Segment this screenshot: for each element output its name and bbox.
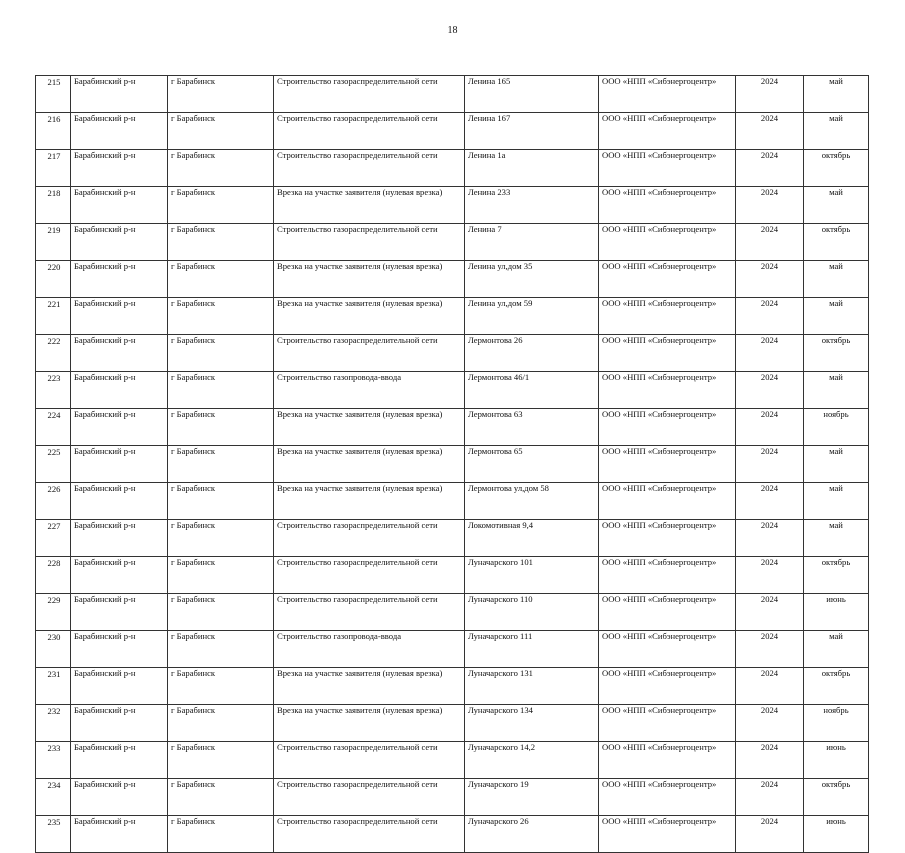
month-cell: май bbox=[804, 372, 869, 409]
table-row bbox=[36, 483, 869, 520]
address-cell: Луначарского 26 bbox=[465, 816, 599, 853]
work-type-cell: Строительство газораспределительной сети bbox=[274, 76, 465, 113]
contractor-cell: ООО «НПП «Сибэнергоцентр» bbox=[599, 409, 736, 446]
month-cell: октябрь bbox=[804, 335, 869, 372]
district-cell: Барабинский р-н bbox=[71, 335, 168, 372]
address-cell: Ленина 165 bbox=[465, 76, 599, 113]
year-cell: 2024 bbox=[736, 742, 804, 779]
locality-cell: г Барабинск bbox=[168, 483, 274, 520]
locality-cell: г Барабинск bbox=[168, 409, 274, 446]
contractor-cell: ООО «НПП «Сибэнергоцентр» bbox=[599, 150, 736, 187]
year-cell: 2024 bbox=[736, 261, 804, 298]
table-body bbox=[36, 76, 869, 853]
year-cell: 2024 bbox=[736, 335, 804, 372]
district-cell: Барабинский р-н bbox=[71, 372, 168, 409]
district-cell: Барабинский р-н bbox=[71, 150, 168, 187]
row-number-cell: 230 bbox=[36, 631, 71, 668]
table-row bbox=[36, 409, 869, 446]
row-number-cell: 223 bbox=[36, 372, 71, 409]
contractor-cell: ООО «НПП «Сибэнергоцентр» bbox=[599, 742, 736, 779]
year-cell: 2024 bbox=[736, 76, 804, 113]
locality-cell: г Барабинск bbox=[168, 557, 274, 594]
year-cell: 2024 bbox=[736, 150, 804, 187]
table-row bbox=[36, 224, 869, 261]
row-number-cell: 229 bbox=[36, 594, 71, 631]
year-cell: 2024 bbox=[736, 520, 804, 557]
contractor-cell: ООО «НПП «Сибэнергоцентр» bbox=[599, 113, 736, 150]
work-type-cell: Врезка на участке заявителя (нулевая врезка) bbox=[274, 298, 465, 335]
contractor-cell: ООО «НПП «Сибэнергоцентр» bbox=[599, 520, 736, 557]
month-cell: июнь bbox=[804, 742, 869, 779]
month-cell: ноябрь bbox=[804, 705, 869, 742]
district-cell: Барабинский р-н bbox=[71, 76, 168, 113]
address-cell: Ленина 7 bbox=[465, 224, 599, 261]
table-row bbox=[36, 446, 869, 483]
address-cell: Лермонтова 65 bbox=[465, 446, 599, 483]
month-cell: май bbox=[804, 631, 869, 668]
work-type-cell: Строительство газораспределительной сети bbox=[274, 594, 465, 631]
month-cell: июнь bbox=[804, 594, 869, 631]
locality-cell: г Барабинск bbox=[168, 224, 274, 261]
row-number-cell: 234 bbox=[36, 779, 71, 816]
month-cell: май bbox=[804, 76, 869, 113]
district-cell: Барабинский р-н bbox=[71, 113, 168, 150]
year-cell: 2024 bbox=[736, 113, 804, 150]
address-cell: Ленина ул,дом 35 bbox=[465, 261, 599, 298]
locality-cell: г Барабинск bbox=[168, 816, 274, 853]
contractor-cell: ООО «НПП «Сибэнергоцентр» bbox=[599, 816, 736, 853]
row-number-cell: 221 bbox=[36, 298, 71, 335]
contractor-cell: ООО «НПП «Сибэнергоцентр» bbox=[599, 668, 736, 705]
table-row bbox=[36, 557, 869, 594]
month-cell: май bbox=[804, 520, 869, 557]
address-cell: Луначарского 110 bbox=[465, 594, 599, 631]
row-number-cell: 233 bbox=[36, 742, 71, 779]
year-cell: 2024 bbox=[736, 668, 804, 705]
contractor-cell: ООО «НПП «Сибэнергоцентр» bbox=[599, 779, 736, 816]
table-row bbox=[36, 742, 869, 779]
address-cell: Луначарского 131 bbox=[465, 668, 599, 705]
gasification-schedule-table bbox=[35, 75, 869, 853]
year-cell: 2024 bbox=[736, 224, 804, 261]
month-cell: октябрь bbox=[804, 557, 869, 594]
work-type-cell: Строительство газопровода-ввода bbox=[274, 372, 465, 409]
table-row bbox=[36, 520, 869, 557]
address-cell: Луначарского 101 bbox=[465, 557, 599, 594]
year-cell: 2024 bbox=[736, 409, 804, 446]
table-row bbox=[36, 150, 869, 187]
work-type-cell: Врезка на участке заявителя (нулевая врезка) bbox=[274, 409, 465, 446]
district-cell: Барабинский р-н bbox=[71, 742, 168, 779]
row-number-cell: 228 bbox=[36, 557, 71, 594]
locality-cell: г Барабинск bbox=[168, 335, 274, 372]
contractor-cell: ООО «НПП «Сибэнергоцентр» bbox=[599, 631, 736, 668]
work-type-cell: Врезка на участке заявителя (нулевая врезка) bbox=[274, 446, 465, 483]
work-type-cell: Врезка на участке заявителя (нулевая врезка) bbox=[274, 668, 465, 705]
row-number-cell: 226 bbox=[36, 483, 71, 520]
address-cell: Ленина 233 bbox=[465, 187, 599, 224]
month-cell: октябрь bbox=[804, 779, 869, 816]
month-cell: май bbox=[804, 483, 869, 520]
locality-cell: г Барабинск bbox=[168, 150, 274, 187]
month-cell: май bbox=[804, 298, 869, 335]
contractor-cell: ООО «НПП «Сибэнергоцентр» bbox=[599, 594, 736, 631]
year-cell: 2024 bbox=[736, 187, 804, 224]
work-type-cell: Строительство газораспределительной сети bbox=[274, 113, 465, 150]
month-cell: май bbox=[804, 187, 869, 224]
district-cell: Барабинский р-н bbox=[71, 668, 168, 705]
locality-cell: г Барабинск bbox=[168, 779, 274, 816]
locality-cell: г Барабинск bbox=[168, 705, 274, 742]
district-cell: Барабинский р-н bbox=[71, 520, 168, 557]
locality-cell: г Барабинск bbox=[168, 372, 274, 409]
table-row bbox=[36, 335, 869, 372]
year-cell: 2024 bbox=[736, 557, 804, 594]
month-cell: октябрь bbox=[804, 224, 869, 261]
row-number-cell: 225 bbox=[36, 446, 71, 483]
year-cell: 2024 bbox=[736, 705, 804, 742]
row-number-cell: 222 bbox=[36, 335, 71, 372]
month-cell: ноябрь bbox=[804, 409, 869, 446]
contractor-cell: ООО «НПП «Сибэнергоцентр» bbox=[599, 372, 736, 409]
locality-cell: г Барабинск bbox=[168, 446, 274, 483]
row-number-cell: 216 bbox=[36, 113, 71, 150]
table-row bbox=[36, 113, 869, 150]
locality-cell: г Барабинск bbox=[168, 668, 274, 705]
locality-cell: г Барабинск bbox=[168, 187, 274, 224]
table-row bbox=[36, 631, 869, 668]
month-cell: октябрь bbox=[804, 150, 869, 187]
contractor-cell: ООО «НПП «Сибэнергоцентр» bbox=[599, 446, 736, 483]
year-cell: 2024 bbox=[736, 594, 804, 631]
district-cell: Барабинский р-н bbox=[71, 557, 168, 594]
row-number-cell: 215 bbox=[36, 76, 71, 113]
row-number-cell: 231 bbox=[36, 668, 71, 705]
work-type-cell: Строительство газораспределительной сети bbox=[274, 816, 465, 853]
address-cell: Луначарского 19 bbox=[465, 779, 599, 816]
address-cell: Луначарского 111 bbox=[465, 631, 599, 668]
address-cell: Луначарского 134 bbox=[465, 705, 599, 742]
address-cell: Лермонтова ул,дом 58 bbox=[465, 483, 599, 520]
district-cell: Барабинский р-н bbox=[71, 446, 168, 483]
contractor-cell: ООО «НПП «Сибэнергоцентр» bbox=[599, 261, 736, 298]
row-number-cell: 220 bbox=[36, 261, 71, 298]
address-cell: Лермонтова 63 bbox=[465, 409, 599, 446]
table-row bbox=[36, 779, 869, 816]
row-number-cell: 219 bbox=[36, 224, 71, 261]
address-cell: Лермонтова 46/1 bbox=[465, 372, 599, 409]
work-type-cell: Врезка на участке заявителя (нулевая врезка) bbox=[274, 261, 465, 298]
table-row bbox=[36, 187, 869, 224]
month-cell: май bbox=[804, 113, 869, 150]
month-cell: май bbox=[804, 261, 869, 298]
address-cell: Лермонтова 26 bbox=[465, 335, 599, 372]
district-cell: Барабинский р-н bbox=[71, 224, 168, 261]
work-type-cell: Строительство газораспределительной сети bbox=[274, 779, 465, 816]
year-cell: 2024 bbox=[736, 446, 804, 483]
district-cell: Барабинский р-н bbox=[71, 779, 168, 816]
contractor-cell: ООО «НПП «Сибэнергоцентр» bbox=[599, 705, 736, 742]
work-type-cell: Врезка на участке заявителя (нулевая врезка) bbox=[274, 705, 465, 742]
contractor-cell: ООО «НПП «Сибэнергоцентр» bbox=[599, 335, 736, 372]
contractor-cell: ООО «НПП «Сибэнергоцентр» bbox=[599, 76, 736, 113]
work-type-cell: Врезка на участке заявителя (нулевая врезка) bbox=[274, 187, 465, 224]
district-cell: Барабинский р-н bbox=[71, 298, 168, 335]
work-type-cell: Строительство газораспределительной сети bbox=[274, 557, 465, 594]
work-type-cell: Строительство газораспределительной сети bbox=[274, 742, 465, 779]
district-cell: Барабинский р-н bbox=[71, 816, 168, 853]
locality-cell: г Барабинск bbox=[168, 631, 274, 668]
work-type-cell: Строительство газораспределительной сети bbox=[274, 150, 465, 187]
row-number-cell: 224 bbox=[36, 409, 71, 446]
row-number-cell: 227 bbox=[36, 520, 71, 557]
locality-cell: г Барабинск bbox=[168, 261, 274, 298]
district-cell: Барабинский р-н bbox=[71, 594, 168, 631]
district-cell: Барабинский р-н bbox=[71, 705, 168, 742]
row-number-cell: 232 bbox=[36, 705, 71, 742]
district-cell: Барабинский р-н bbox=[71, 261, 168, 298]
year-cell: 2024 bbox=[736, 816, 804, 853]
table-row bbox=[36, 816, 869, 853]
month-cell: октябрь bbox=[804, 668, 869, 705]
contractor-cell: ООО «НПП «Сибэнергоцентр» bbox=[599, 483, 736, 520]
locality-cell: г Барабинск bbox=[168, 520, 274, 557]
contractor-cell: ООО «НПП «Сибэнергоцентр» bbox=[599, 298, 736, 335]
district-cell: Барабинский р-н bbox=[71, 187, 168, 224]
district-cell: Барабинский р-н bbox=[71, 483, 168, 520]
page-number: 18 bbox=[447, 25, 458, 36]
table-row bbox=[36, 261, 869, 298]
table-row bbox=[36, 594, 869, 631]
row-number-cell: 235 bbox=[36, 816, 71, 853]
work-type-cell: Строительство газораспределительной сети bbox=[274, 224, 465, 261]
work-type-cell: Строительство газопровода-ввода bbox=[274, 631, 465, 668]
table-row bbox=[36, 668, 869, 705]
address-cell: Ленина 167 bbox=[465, 113, 599, 150]
address-cell: Ленина 1а bbox=[465, 150, 599, 187]
address-cell: Ленина ул,дом 59 bbox=[465, 298, 599, 335]
contractor-cell: ООО «НПП «Сибэнергоцентр» bbox=[599, 557, 736, 594]
locality-cell: г Барабинск bbox=[168, 113, 274, 150]
work-type-cell: Врезка на участке заявителя (нулевая врезка) bbox=[274, 483, 465, 520]
year-cell: 2024 bbox=[736, 483, 804, 520]
month-cell: июнь bbox=[804, 816, 869, 853]
district-cell: Барабинский р-н bbox=[71, 631, 168, 668]
contractor-cell: ООО «НПП «Сибэнергоцентр» bbox=[599, 224, 736, 261]
row-number-cell: 217 bbox=[36, 150, 71, 187]
row-number-cell: 218 bbox=[36, 187, 71, 224]
locality-cell: г Барабинск bbox=[168, 76, 274, 113]
table-row bbox=[36, 705, 869, 742]
year-cell: 2024 bbox=[736, 298, 804, 335]
table-row bbox=[36, 76, 869, 113]
year-cell: 2024 bbox=[736, 631, 804, 668]
year-cell: 2024 bbox=[736, 779, 804, 816]
district-cell: Барабинский р-н bbox=[71, 409, 168, 446]
address-cell: Локомотивная 9,4 bbox=[465, 520, 599, 557]
locality-cell: г Барабинск bbox=[168, 742, 274, 779]
table-row bbox=[36, 372, 869, 409]
work-type-cell: Строительство газораспределительной сети bbox=[274, 520, 465, 557]
locality-cell: г Барабинск bbox=[168, 298, 274, 335]
locality-cell: г Барабинск bbox=[168, 594, 274, 631]
contractor-cell: ООО «НПП «Сибэнергоцентр» bbox=[599, 187, 736, 224]
year-cell: 2024 bbox=[736, 372, 804, 409]
month-cell: май bbox=[804, 446, 869, 483]
table-row bbox=[36, 298, 869, 335]
work-type-cell: Строительство газораспределительной сети bbox=[274, 335, 465, 372]
address-cell: Луначарского 14,2 bbox=[465, 742, 599, 779]
